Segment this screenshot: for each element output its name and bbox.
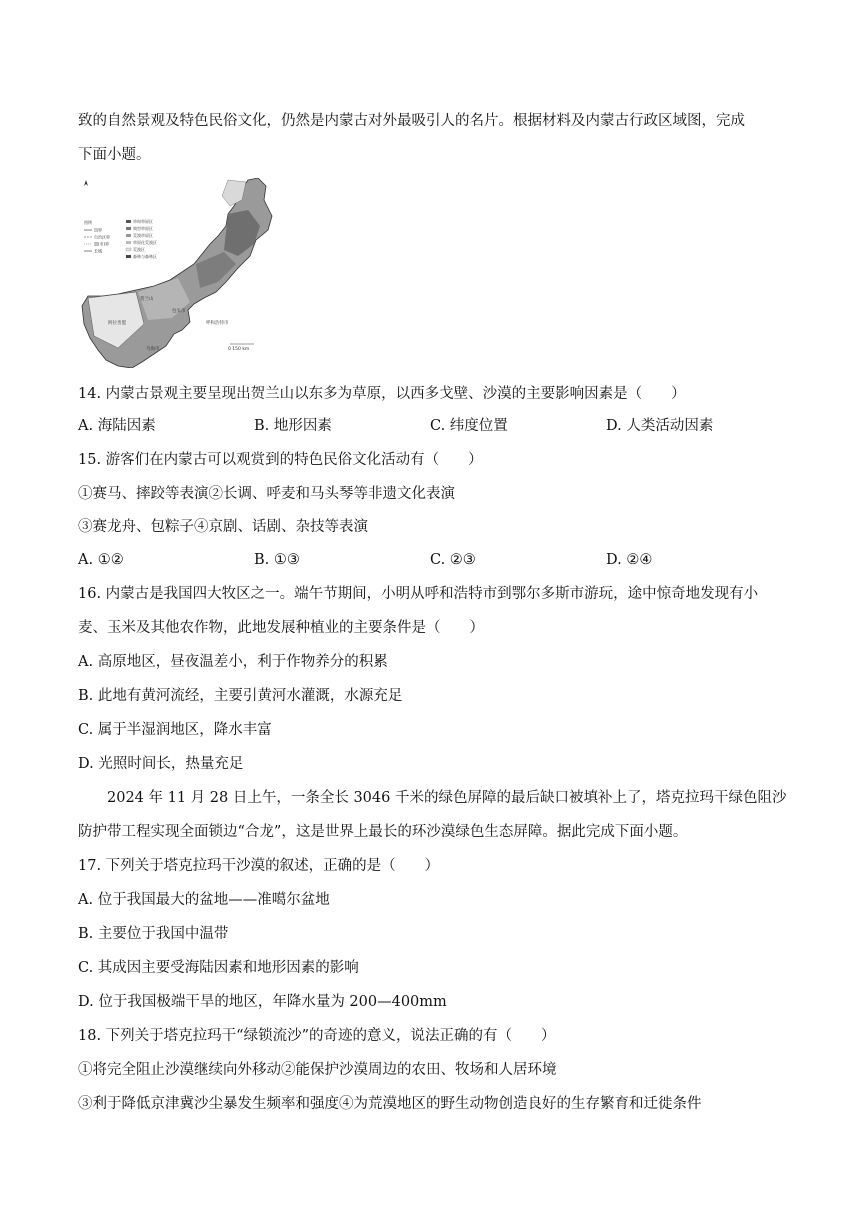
- q17-option-c: C. 其成因主要受海陆因素和地形因素的影响: [78, 960, 359, 976]
- q15-item-2: ③赛龙舟、包粽子④京剧、话剧、杂技等表演: [78, 519, 368, 535]
- label-wuhai: 乌海市: [146, 347, 160, 352]
- q16-stem-1: 16. 内蒙古是我国四大牧区之一。端午节期间，小明从呼和浩特市到鄂尔多斯市游玩，途中惊奇地发现有小: [78, 586, 759, 602]
- q14-option-b: B. 地形因素: [254, 418, 332, 434]
- label-baotou: 包头市: [172, 309, 186, 314]
- svg-text:荒漠草原区: 荒漠草原区: [133, 233, 153, 238]
- north-arrow-icon: [84, 180, 88, 186]
- q17-option-b: B. 主要位于我国中温带: [78, 926, 229, 942]
- scale-bar: 0 150 km: [228, 347, 250, 352]
- map-legend: [84, 218, 157, 259]
- q18-stem: 18. 下列关于塔克拉玛干“绿锁流沙”的奇迹的意义，说法正确的有（ ）: [78, 1028, 556, 1044]
- q15-option-a: A. ①②: [78, 552, 124, 568]
- q17-option-d: D. 位于我国极端干旱的地区，年降水量为 200—400mm: [78, 994, 447, 1010]
- svg-text:盟(市)界: 盟(市)界: [94, 241, 110, 247]
- label-hohhot: 呼和浩特市: [206, 321, 229, 326]
- q16-option-a: A. 高原地区，昼夜温差小，利于作物养分的积累: [78, 654, 388, 670]
- label-alxa: 阿拉善盟: [108, 321, 126, 326]
- q17-stem: 17. 下列关于塔克拉玛干沙漠的叙述，正确的是（ ）: [78, 858, 440, 874]
- q16-option-c: C. 属于半湿润地区，降水丰富: [78, 722, 272, 738]
- q15-item-1: ①赛马、摔跤等表演②长调、呼麦和马头琴等非遗文化表演: [78, 486, 455, 502]
- q15-option-c: C. ②③: [430, 552, 476, 568]
- passage-line-1: 2024 年 11 月 28 日上午，一条全长 3046 千米的绿色屏障的最后缺口被填补上了，塔克拉玛干绿色阻沙: [107, 790, 787, 806]
- q18-item-2: ③利于降低京津冀沙尘暴发生频率和强度④为荒漠地区的野生动物创造良好的生存繁育和迁徙条件: [78, 1096, 702, 1112]
- q18-item-1: ①将完全阻止沙漠继续向外移动②能保护沙漠周边的农田、牧场和人居环境: [78, 1062, 557, 1078]
- svg-text:图例: 图例: [84, 220, 92, 225]
- intro-line-1: 致的自然景观及特色民俗文化，仍然是内蒙古对外最吸引人的名片。根据材料及内蒙古行政区域图，完成: [78, 113, 745, 129]
- passage-line-2: 防护带工程实现全面锁边“合龙”，这是世界上最长的环沙漠绿色生态屏障。据此完成下面小题。: [78, 824, 688, 840]
- inner-mongolia-map: [78, 178, 273, 368]
- svg-text:草甸草原区: 草甸草原区: [133, 219, 153, 224]
- q15-option-d: D. ②④: [606, 552, 653, 568]
- q15-option-b: B. ①③: [254, 552, 300, 568]
- q14-option-a: A. 海陆因素: [78, 418, 156, 434]
- svg-text:森林与森林区: 森林与森林区: [133, 254, 157, 259]
- q15-stem: 15. 游客们在内蒙古可以观赏到的特色民俗文化活动有（ ）: [78, 452, 483, 468]
- q14-option-d: D. 人类活动因素: [606, 418, 714, 434]
- q14-stem: 14. 内蒙古景观主要呈现出贺兰山以东多为草原，以西多戈壁、沙漠的主要影响因素是（ ）: [78, 386, 686, 402]
- q14-option-c: C. 纬度位置: [430, 418, 508, 434]
- q16-option-b: B. 此地有黄河流经，主要引黄河水灌溉，水源充足: [78, 688, 403, 704]
- svg-text:荒漠区: 荒漠区: [133, 247, 145, 252]
- svg-text:自治区界: 自治区界: [94, 234, 110, 240]
- intro-line-2: 下面小题。: [78, 147, 151, 163]
- svg-text:长城: 长城: [94, 248, 102, 254]
- q17-option-a: A. 位于我国最大的盆地——准噶尔盆地: [78, 892, 330, 908]
- svg-text:草原化荒漠区: 草原化荒漠区: [133, 240, 157, 245]
- svg-text:国界: 国界: [94, 227, 102, 233]
- q16-option-d: D. 光照时间长，热量充足: [78, 756, 244, 772]
- label-helan: 贺兰山: [140, 297, 154, 302]
- q16-stem-2: 麦、玉米及其他农作物，此地发展种植业的主要条件是（ ）: [78, 620, 484, 636]
- svg-text:典型草原区: 典型草原区: [133, 226, 153, 231]
